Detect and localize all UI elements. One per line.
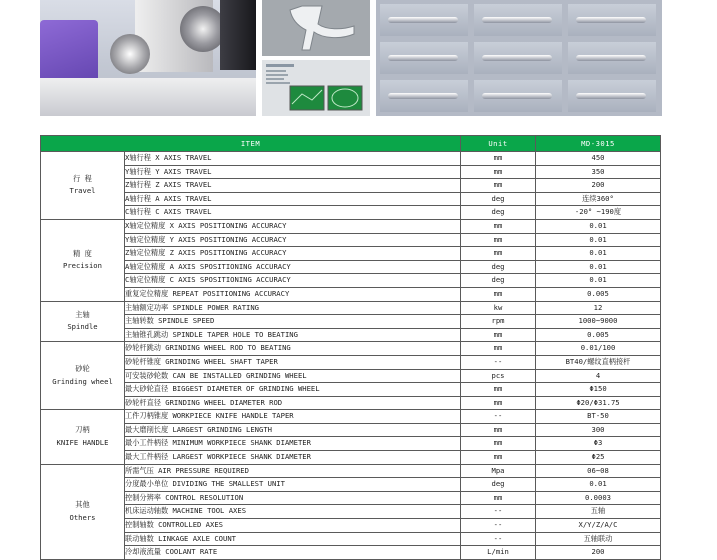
category-cell: [41, 152, 125, 220]
unit-cell: mm: [461, 287, 536, 301]
product-photo-strip: [0, 0, 717, 118]
category-cell: [41, 219, 125, 301]
specification-table: [40, 135, 661, 560]
table-row: [41, 301, 661, 315]
category-cell: [41, 464, 125, 559]
tool-sample: [568, 42, 656, 74]
item-cell: 重复定位精度 REPEAT POSITIONING ACCURACY: [125, 287, 461, 301]
value-cell: Φ3: [536, 437, 661, 451]
unit-cell: --: [461, 355, 536, 369]
table-row: [41, 546, 661, 560]
table-row: [41, 423, 661, 437]
item-cell: 联动轴数 LINKAGE AXLE COUNT: [125, 532, 461, 546]
table-row: [41, 369, 661, 383]
table-row: [41, 152, 661, 166]
unit-cell: rpm: [461, 315, 536, 329]
value-cell: BT-50: [536, 410, 661, 424]
item-cell: 砂轮杆跳动 GRINDING WHEEL ROD TO BEATING: [125, 342, 461, 356]
category-cell: [41, 301, 125, 342]
category-cell: [41, 342, 125, 410]
table-row: [41, 478, 661, 492]
tool-sample: [474, 80, 562, 112]
value-cell: 0.01: [536, 219, 661, 233]
unit-cell: --: [461, 519, 536, 533]
table-row: [41, 532, 661, 546]
value-cell: 200: [536, 546, 661, 560]
category-label-cn: 主轴: [75, 309, 90, 319]
table-row: [41, 383, 661, 397]
table-row: [41, 179, 661, 193]
value-cell: 1000~9000: [536, 315, 661, 329]
item-cell: Z轴行程 Z AXIS TRAVEL: [125, 179, 461, 193]
unit-cell: deg: [461, 274, 536, 288]
unit-cell: mm: [461, 437, 536, 451]
item-cell: 分度最小单位 DIVIDING THE SMALLEST UNIT: [125, 478, 461, 492]
unit-cell: mm: [461, 342, 536, 356]
unit-cell: L/min: [461, 546, 536, 560]
value-cell: 0.005: [536, 328, 661, 342]
item-cell: 可安装砂轮数 CAN BE INSTALLED GRINDING WHEEL: [125, 369, 461, 383]
item-cell: 砂轮杆锥度 GRINDING WHEEL SHAFT TAPER: [125, 355, 461, 369]
value-cell: 06~08: [536, 464, 661, 478]
unit-cell: deg: [461, 478, 536, 492]
table-row: [41, 315, 661, 329]
software-screen-photo: [262, 60, 370, 116]
unit-cell: mm: [461, 451, 536, 465]
item-cell: C轴定位精度 C AXIS SPOSITIONING ACCURACY: [125, 274, 461, 288]
unit-cell: mm: [461, 179, 536, 193]
category-label-cn: 砂轮: [75, 364, 90, 374]
header-item: ITEM: [41, 136, 461, 152]
value-cell: 连续360°: [536, 192, 661, 206]
category-label-en: KNIFE HANDLE: [56, 437, 109, 447]
item-cell: 所需气压 AIR PRESSURE REQUIRED: [125, 464, 461, 478]
category-label-cn: 其他: [75, 500, 90, 510]
value-cell: X/Y/Z/A/C: [536, 519, 661, 533]
table-row: [41, 192, 661, 206]
cutter-profile-photo: [262, 0, 370, 56]
value-cell: 12: [536, 301, 661, 315]
tool-sample: [380, 4, 468, 36]
table-header-row: [41, 136, 661, 152]
table-row: [41, 396, 661, 410]
category-cell: [41, 410, 125, 464]
table-row: [41, 491, 661, 505]
tool-sample: [568, 80, 656, 112]
value-cell: 0.01: [536, 478, 661, 492]
table-row: [41, 342, 661, 356]
unit-cell: deg: [461, 192, 536, 206]
unit-cell: mm: [461, 328, 536, 342]
specification-body: [41, 152, 661, 560]
item-cell: 工件刀柄锥度 WORKPIECE KNIFE HANDLE TAPER: [125, 410, 461, 424]
table-row: [41, 165, 661, 179]
tool-sample: [474, 42, 562, 74]
table-row: [41, 287, 661, 301]
item-cell: 最大磨削长度 LARGEST GRINDING LENGTH: [125, 423, 461, 437]
table-row: [41, 260, 661, 274]
item-cell: X轴定位精度 X AXIS POSITIONING ACCURACY: [125, 219, 461, 233]
table-row: [41, 519, 661, 533]
item-cell: Z轴定位精度 Z AXIS POSITIONING ACCURACY: [125, 247, 461, 261]
item-cell: C轴行程 C AXIS TRAVEL: [125, 206, 461, 220]
value-cell: 0.01/100: [536, 342, 661, 356]
item-cell: 最小工件柄径 MINIMUM WORKPIECE SHANK DIAMETER: [125, 437, 461, 451]
unit-cell: deg: [461, 260, 536, 274]
table-row: [41, 437, 661, 451]
unit-cell: mm: [461, 383, 536, 397]
item-cell: X轴行程 X AXIS TRAVEL: [125, 152, 461, 166]
grinding-machine-photo: [40, 0, 256, 116]
value-cell: Φ150: [536, 383, 661, 397]
category-label-cn: 刀柄: [75, 425, 90, 435]
table-row: [41, 410, 661, 424]
value-cell: Φ20/Φ31.75: [536, 396, 661, 410]
unit-cell: deg: [461, 206, 536, 220]
value-cell: Φ25: [536, 451, 661, 465]
header-model: MD-3015: [536, 136, 661, 152]
item-cell: 主轴转数 SPINDLE SPEED: [125, 315, 461, 329]
item-cell: A轴定位精度 A AXIS SPOSITIONING ACCURACY: [125, 260, 461, 274]
item-cell: 机床运动轴数 MACHINE TOOL AXES: [125, 505, 461, 519]
unit-cell: Mpa: [461, 464, 536, 478]
value-cell: 0.01: [536, 260, 661, 274]
item-cell: 控制分辨率 CONTROL RESOLUTION: [125, 491, 461, 505]
item-cell: 冷却液流量 COOLANT RATE: [125, 546, 461, 560]
unit-cell: mm: [461, 396, 536, 410]
unit-cell: mm: [461, 152, 536, 166]
table-row: [41, 505, 661, 519]
unit-cell: mm: [461, 165, 536, 179]
item-cell: Y轴行程 Y AXIS TRAVEL: [125, 165, 461, 179]
table-row: [41, 328, 661, 342]
table-row: [41, 206, 661, 220]
value-cell: 200: [536, 179, 661, 193]
unit-cell: pcs: [461, 369, 536, 383]
unit-cell: --: [461, 532, 536, 546]
item-cell: A轴行程 A AXIS TRAVEL: [125, 192, 461, 206]
category-label-en: Grinding wheel: [52, 376, 113, 386]
table-row: [41, 464, 661, 478]
value-cell: 0.01: [536, 247, 661, 261]
value-cell: 0.005: [536, 287, 661, 301]
category-label-en: Travel: [69, 186, 96, 196]
item-cell: 最大工件柄径 LARGEST WORKPIECE SHANK DIAMETER: [125, 451, 461, 465]
item-cell: 砂轮杆直径 GRINDING WHEEL DIAMETER ROD: [125, 396, 461, 410]
unit-cell: --: [461, 505, 536, 519]
category-label-cn: 行 程: [73, 173, 92, 183]
tool-sample: [568, 4, 656, 36]
table-row: [41, 451, 661, 465]
value-cell: 0.0003: [536, 491, 661, 505]
value-cell: 0.01: [536, 274, 661, 288]
unit-cell: mm: [461, 491, 536, 505]
unit-cell: kw: [461, 301, 536, 315]
value-cell: BT40/螺纹直柄接杆: [536, 355, 661, 369]
category-label-cn: 精 度: [73, 248, 92, 258]
item-cell: 最大砂轮直径 BIGGEST DIAMETER OF GRINDING WHEEL: [125, 383, 461, 397]
table-row: [41, 233, 661, 247]
unit-cell: mm: [461, 233, 536, 247]
item-cell: Y轴定位精度 Y AXIS POSITIONING ACCURACY: [125, 233, 461, 247]
unit-cell: mm: [461, 219, 536, 233]
unit-cell: --: [461, 410, 536, 424]
item-cell: 主轴额定功率 SPINDLE POWER RATING: [125, 301, 461, 315]
value-cell: -20° ~190度: [536, 206, 661, 220]
value-cell: 450: [536, 152, 661, 166]
table-row: [41, 219, 661, 233]
table-row: [41, 355, 661, 369]
table-row: [41, 247, 661, 261]
header-unit: Unit: [461, 136, 536, 152]
value-cell: 五轴: [536, 505, 661, 519]
tool-sample: [474, 4, 562, 36]
tool-sample: [380, 80, 468, 112]
value-cell: 350: [536, 165, 661, 179]
unit-cell: mm: [461, 423, 536, 437]
category-label-en: Spindle: [67, 322, 98, 332]
value-cell: 0.01: [536, 233, 661, 247]
item-cell: 控制轴数 CONTROLLED AXES: [125, 519, 461, 533]
item-cell: 主轴锥孔跳动 SPINDLE TAPER HOLE TO BEATING: [125, 328, 461, 342]
table-row: [41, 274, 661, 288]
value-cell: 五轴联动: [536, 532, 661, 546]
category-label-en: Precision: [63, 261, 102, 271]
value-cell: 300: [536, 423, 661, 437]
category-label-en: Others: [69, 512, 96, 522]
unit-cell: mm: [461, 247, 536, 261]
finished-tools-photo-grid: [376, 0, 662, 116]
value-cell: 4: [536, 369, 661, 383]
tool-sample: [380, 42, 468, 74]
